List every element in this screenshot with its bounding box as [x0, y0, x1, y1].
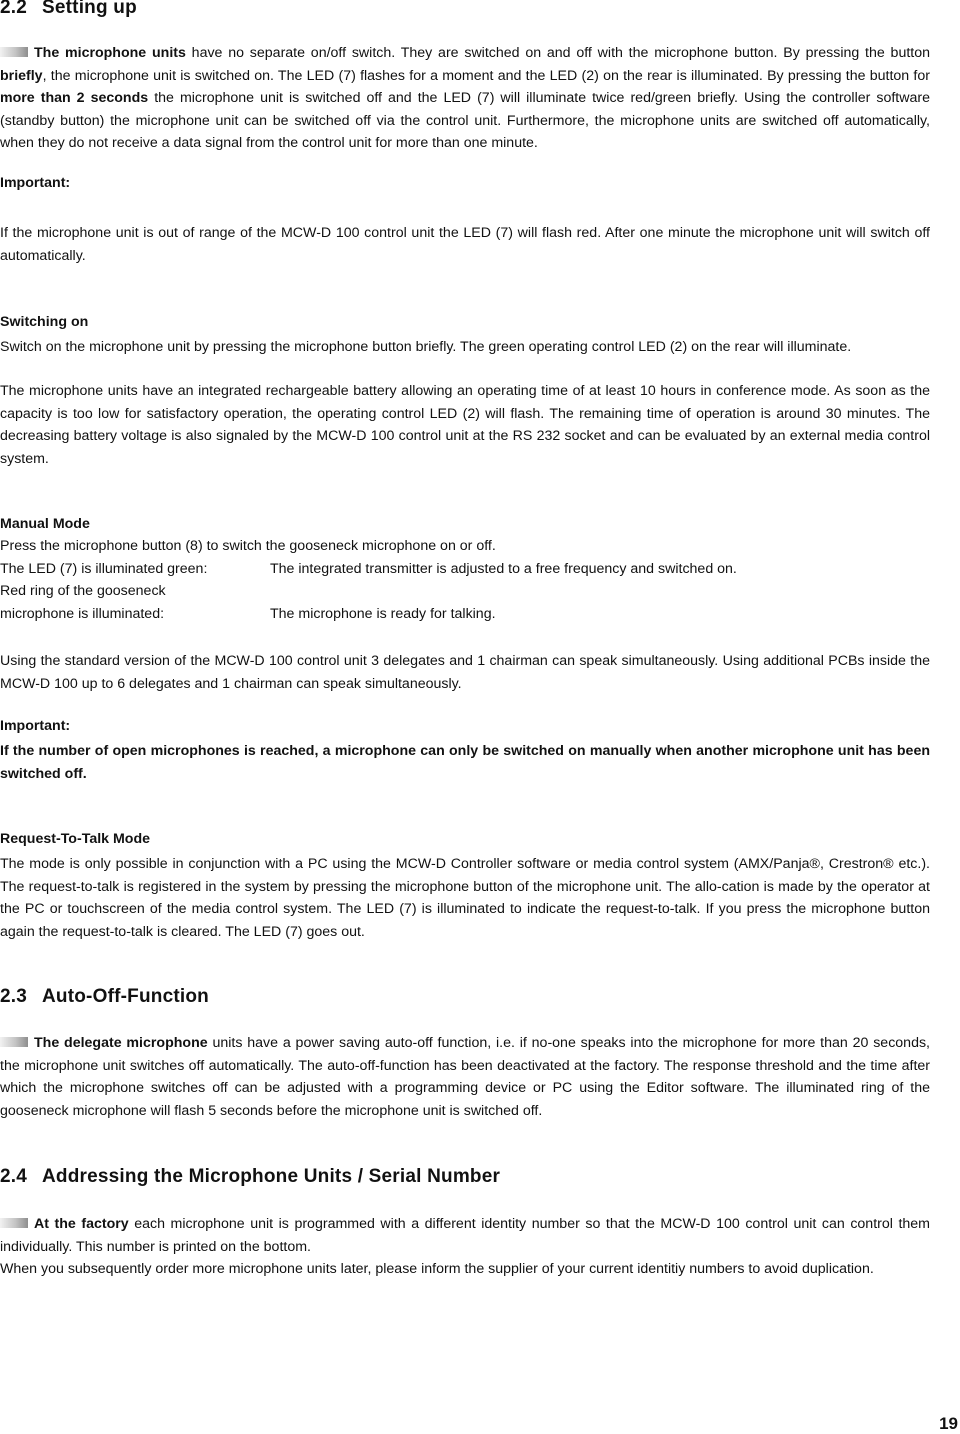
manual-mode-line: Press the microphone button (8) to switch the gooseneck microphone on or off. — [0, 538, 496, 554]
paragraph-marker-icon — [0, 47, 28, 57]
important-heading: Important: — [0, 175, 71, 191]
section-title: Auto-Off-Function — [42, 986, 209, 1007]
paragraph-marker-icon — [0, 1037, 28, 1047]
definition-description: The microphone is ready for talking. — [270, 606, 496, 622]
lead-text: The microphone units — [34, 45, 186, 61]
request-to-talk-heading: Request-To-Talk Mode — [0, 831, 151, 847]
section-heading-2-4 — [0, 1166, 500, 1188]
definition-row — [0, 606, 496, 622]
section-number: 2.3 — [0, 986, 28, 1007]
emphasis-text: briefly — [0, 67, 43, 84]
section-heading-2-3 — [0, 986, 209, 1008]
lead-text: At the factory — [34, 1216, 129, 1232]
paragraph-marker-icon — [0, 1218, 28, 1228]
battery-text: The microphone units have an integrated rechargeable battery allowing an operating time of at least 10 hours in conference mode. As soon as the capacity is too low for satisfactory operation, the operating control LED (2) will flash. The remaining time of operation is around 30 minutes. The decreasing battery voltage is also signaled by the MCW-D 100 control unit at the RS 232 socket and can be evaluated by an external media control system. — [0, 383, 930, 467]
manual-mode-heading: Manual Mode — [0, 516, 90, 532]
important-bold-text: If the number of open microphones is reached, a microphone can only be switched on manually when another microphone unit has been switched off. — [0, 743, 930, 782]
manual-mode-paragraph: Using the standard version of the MCW-D 100 control unit 3 delegates and 1 chairman can speak simultaneously. Using additional PCBs inside the MCW-D 100 up to 6 delegates and 1 chairman can speak simultaneously. — [0, 653, 930, 692]
section-number: 2.2 — [0, 0, 28, 18]
page-number: 19 — [939, 1414, 958, 1433]
definition-row — [0, 583, 166, 599]
body-text: units have a power saving auto-off function, i.e. if no-one speaks into the microphone for more than 20 seconds, the microphone unit switches off automatically. The auto-off-function has been deactivated at the factory. The response threshold and the time after which the microphone switches off can be adjusted with a programming device or PC using the Editor software. The illuminated ring of the gooseneck microphone will flash 5 seconds before the microphone unit is switched off. — [0, 1035, 930, 1119]
section-title: Addressing the Microphone Units / Serial Number — [42, 1166, 501, 1187]
switching-on-heading: Switching on — [0, 314, 89, 330]
section-title: Setting up — [42, 0, 137, 18]
important-text: If the microphone unit is out of range of the MCW-D 100 control unit the LED (7) will flash red. After one minute the microphone unit will switch off automatically. — [0, 225, 930, 264]
definition-row — [0, 561, 737, 577]
definition-term: microphone is illuminated: — [0, 606, 165, 622]
definition-description: The integrated transmitter is adjusted to a free frequency and switched on. — [270, 561, 737, 577]
addressing-paragraph — [0, 1213, 930, 1258]
body-text: have no separate on/off switch. They are switched on and off with the microphone button. By pressing the button — [185, 45, 931, 61]
emphasis-text: more than 2 seconds — [0, 90, 149, 107]
body-text: the microphone unit is switched off and the LED (7) will illuminate twice red/green briefly. Using the controller software (standby button) the microphone unit can be switched off via the control unit. Furthermore, the microphone units are switched off automatically, when they do not receive a data signal from the control unit for more than one minute. — [0, 90, 930, 152]
definition-term: Red ring of the gooseneck — [0, 583, 166, 599]
body-text: each microphone unit is programmed with a different identity number so that the MCW-D 100 control unit can control them individually. This number is printed on the bottom. — [0, 1216, 930, 1255]
addressing-paragraph-2: When you subsequently order more microphone units later, please inform the supplier of your current identitiy numbers to avoid duplication. — [0, 1261, 874, 1277]
section-number: 2.4 — [0, 1166, 28, 1187]
setting-up-paragraph — [0, 42, 930, 155]
request-to-talk-text: The mode is only possible in conjunction with a PC using the MCW-D Controller software or media control system (AMX/Panja®, Crestron® etc.). The request-to-talk is registered in the system by pressing the microphone button of the microphone unit. The allo-cation is made by the operator at the PC or touchscreen of the media control system. The LED (7) is illuminated to indicate the request-to-talk. If you press the microphone button again the request-to-talk is cleared. The LED (7) goes out. — [0, 856, 930, 940]
body-text: , the microphone unit is switched on. The LED (7) flashes for a moment and the LED (2) on the rear is illuminated. By pressing the button for — [42, 67, 930, 84]
important-heading: Important: — [0, 718, 71, 734]
definition-term: The LED (7) is illuminated green: — [0, 561, 208, 577]
auto-off-paragraph — [0, 1032, 930, 1122]
switching-on-text: Switch on the microphone unit by pressing the microphone button briefly. The green operating control LED (2) on the rear will illuminate. — [0, 339, 852, 355]
lead-text: The delegate microphone — [34, 1035, 208, 1051]
section-heading-2-2 — [0, 0, 137, 19]
